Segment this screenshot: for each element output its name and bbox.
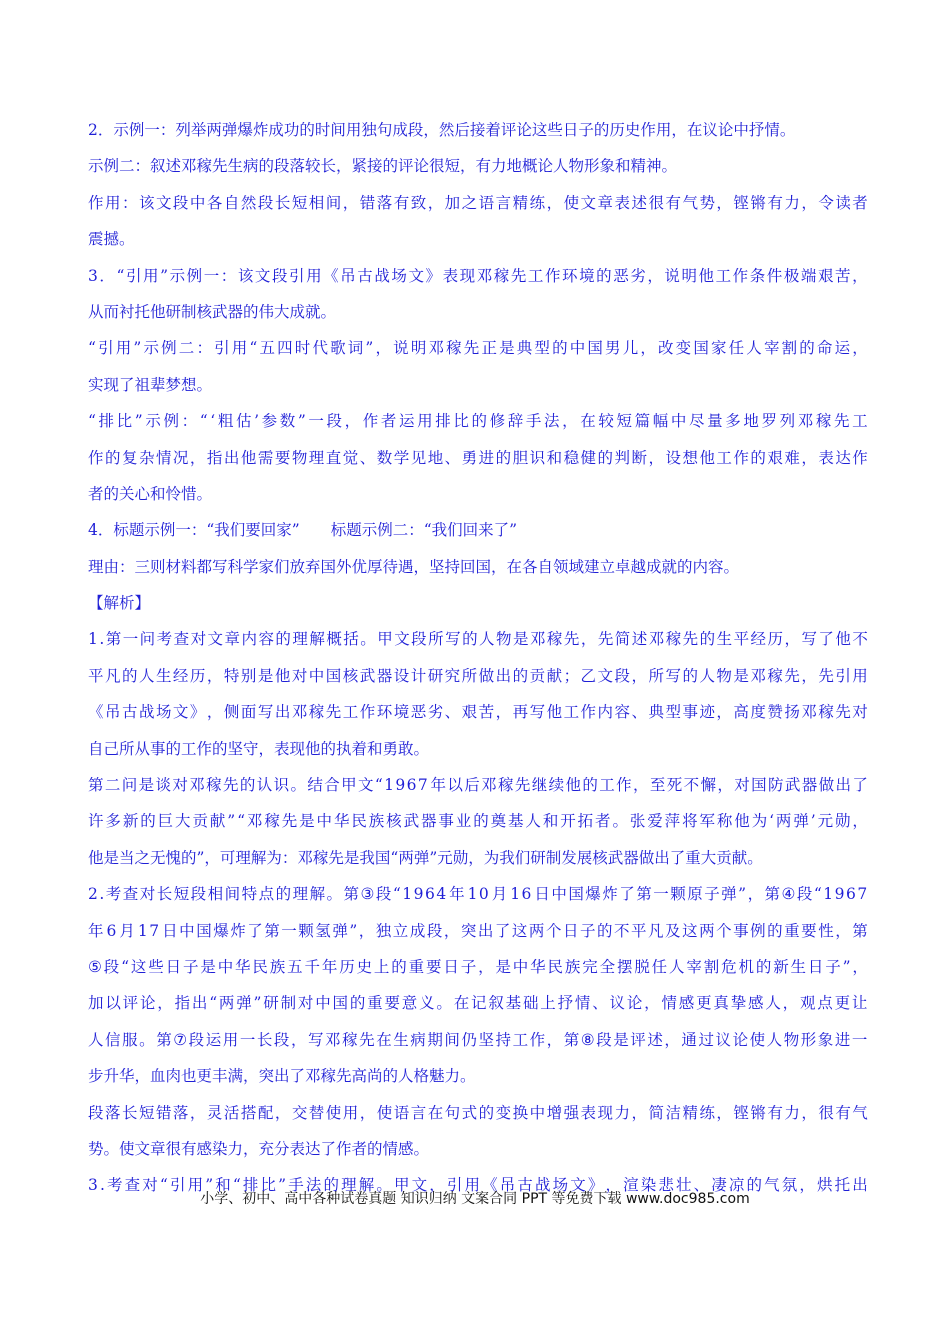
text-line: 1 . 第 一 问 考 查 对 文 章 内 容 的 理 解 概 括 。 甲 文 段 所 写 的 人 物 是 邓 稼 先 ， 先 简 述 邓 稼 先 的 生 平 经 历 ， 写 了 他 不 (88, 630, 868, 649)
text-line: 3 . 考 查 对 “ 引 用 ” 和 “ 排 比 ” 手 法 的 理 解 。 甲 文 ， 引 用 《 吊 古 战 场 文 》 ， 渲 染 悲 壮 、 凄 凉 的 气 氛 ， 烘 托 出 (88, 1176, 868, 1195)
page-footer: 小学、初中、高中各种试卷真题 知识归纳 文案合同 PPT 等免费下载 www.doc985.com (200, 1191, 750, 1207)
text-line: 势。使文章很有感染力，充分表达了作者的情感。 (88, 1139, 430, 1158)
text-line: 加 以 评 论 ， 指 出 “ 两 弹 ” 研 制 对 中 国 的 重 要 意 义 。 在 记 叙 基 础 上 抒 情 、 议 论 ， 情 感 更 真 挚 感 人 ， 观 点 更 让 (88, 994, 868, 1013)
text-line: 人 信 服 。 第 ⑦ 段 运 用 一 长 段 ， 写 邓 稼 先 在 生 病 期 间 仍 坚 持 工 作 ， 第 ⑧ 段 是 评 述 ， 通 过 议 论 使 人 物 形 象 进 一 (88, 1030, 868, 1049)
text-line: 年 6 月 1 7 日 中 国 爆 炸 了 第 一 颗 氢 弹 ” ， 独 立 成 段 ， 突 出 了 这 两 个 日 子 的 不 平 凡 及 这 两 个 事 例 的 重 要 性 ， 第 (88, 921, 868, 940)
text-line: 实现了祖辈梦想。 (88, 375, 213, 394)
text-line: 4．标题示例一：“我们要回家” 标题示例二：“我们回来了” (88, 521, 518, 540)
text-line: 步升华，血肉也更丰满，突出了邓稼先高尚的人格魅力。 (88, 1067, 476, 1086)
text-line: 示例二：叙述邓稼先生病的段落较长，紧接的评论很短，有力地概论人物形象和精神。 (88, 157, 678, 176)
text-line: 3 ． “ 引 用 ” 示 例 一 ： 该 文 段 引 用 《 吊 古 战 场 文 》 表 现 邓 稼 先 工 作 环 境 的 恶 劣 ， 说 明 他 工 作 条 件 极 端 艰 苦 ， (88, 266, 868, 285)
text-line: 震撼。 (88, 230, 135, 249)
text-line: “ 引 用 ” 示 例 二 ： 引 用 “ 五 四 时 代 歌 词 ” ， 说 明 邓 稼 先 正 是 典 型 的 中 国 男 儿 ， 改 变 国 家 任 人 宰 割 的 命 运 ， (88, 339, 868, 358)
text-line: 段 落 长 短 错 落 ， 灵 活 搭 配 ， 交 替 使 用 ， 使 语 言 在 句 式 的 变 换 中 增 强 表 现 力 ， 简 洁 精 练 ， 铿 锵 有 力 ， 很 有 气 (88, 1103, 868, 1122)
text-line: 《 吊 古 战 场 文 》 ， 侧 面 写 出 邓 稼 先 工 作 环 境 恶 劣 、 艰 苦 ， 再 写 他 工 作 内 容 、 典 型 事 迹 ， 高 度 赞 扬 邓 稼 先 对 (88, 703, 868, 722)
text-line: 2．示例一：列举两弹爆炸成功的时间用独句成段，然后接着评论这些日子的历史作用，在议论中抒情。 (88, 121, 796, 139)
text-line: 作 的 复 杂 情 况 ， 指 出 他 需 要 物 理 直 觉 、 数 学 见 地 、 勇 进 的 胆 识 和 稳 健 的 判 断 ， 设 想 他 工 作 的 艰 难 ， 表 达 作 (88, 448, 868, 467)
text-line: 作 用 ： 该 文 段 中 各 自 然 段 长 短 相 间 ， 错 落 有 致 ， 加 之 语 言 精 练 ， 使 文 章 表 述 很 有 气 势 ， 铿 锵 有 力 ， 令 读 者 (88, 193, 868, 212)
text-line: 从而衬托他研制核武器的伟大成就。 (88, 302, 337, 321)
text-line: 第 二 问 是 谈 对 邓 稼 先 的 认 识 。 结 合 甲 文 “ 1 9 6 7 年 以 后 邓 稼 先 继 续 他 的 工 作 ， 至 死 不 懈 ， 对 国 防 武 器 做 出 了 (88, 776, 868, 795)
text-line: 平 凡 的 人 生 经 历 ， 特 别 是 他 对 中 国 核 武 器 设 计 研 究 所 做 出 的 贡 献 ； 乙 文 段 ， 所 写 的 人 物 是 邓 稼 先 ， 先 引 用 (88, 666, 868, 685)
text-line: ⑤ 段 “ 这 些 日 子 是 中 华 民 族 五 千 年 历 史 上 的 重 要 日 子 ， 是 中 华 民 族 完 全 摆 脱 任 人 宰 割 危 机 的 新 生 日 子 ” ， (88, 957, 868, 976)
text-line: 【解析】 (88, 594, 151, 613)
text-line: 理由：三则材料都写科学家们放弃国外优厚待遇，坚持回国，在各自领域建立卓越成就的内容。 (88, 557, 740, 576)
text-line: 2 . 考 查 对 长 短 段 相 间 特 点 的 理 解 。 第 ③ 段 “ 1 9 6 4 年 1 0 月 1 6 日 中 国 爆 炸 了 第 一 颗 原 子 弹 ” ， 第 ④ 段 “ 1 9 6 7 (88, 885, 868, 904)
text-line: 自己所从事的工作的坚守，表现他的执着和勇敢。 (88, 739, 430, 758)
text-line: 他是当之无愧的”，可理解为：邓稼先是我国“两弹”元勋，为我们研制发展核武器做出了重大贡献。 (88, 848, 763, 867)
text-line: 者的关心和怜惜。 (88, 484, 213, 503)
text-line: 许 多 新 的 巨 大 贡 献 ” “ 邓 稼 先 是 中 华 民 族 核 武 器 事 业 的 奠 基 人 和 开 拓 者 。 张 爱 萍 将 军 称 他 为 ‘ 两 弹 ’ 元 勋 ， (88, 812, 868, 831)
answer-text-body (88, 112, 868, 1204)
text-line: “ 排 比 ” 示 例 ： “ ‘ 粗 估 ’ 参 数 ” 一 段 ， 作 者 运 用 排 比 的 修 辞 手 法 ， 在 较 短 篇 幅 中 尽 量 多 地 罗 列 邓 稼 先 工 (88, 412, 868, 431)
